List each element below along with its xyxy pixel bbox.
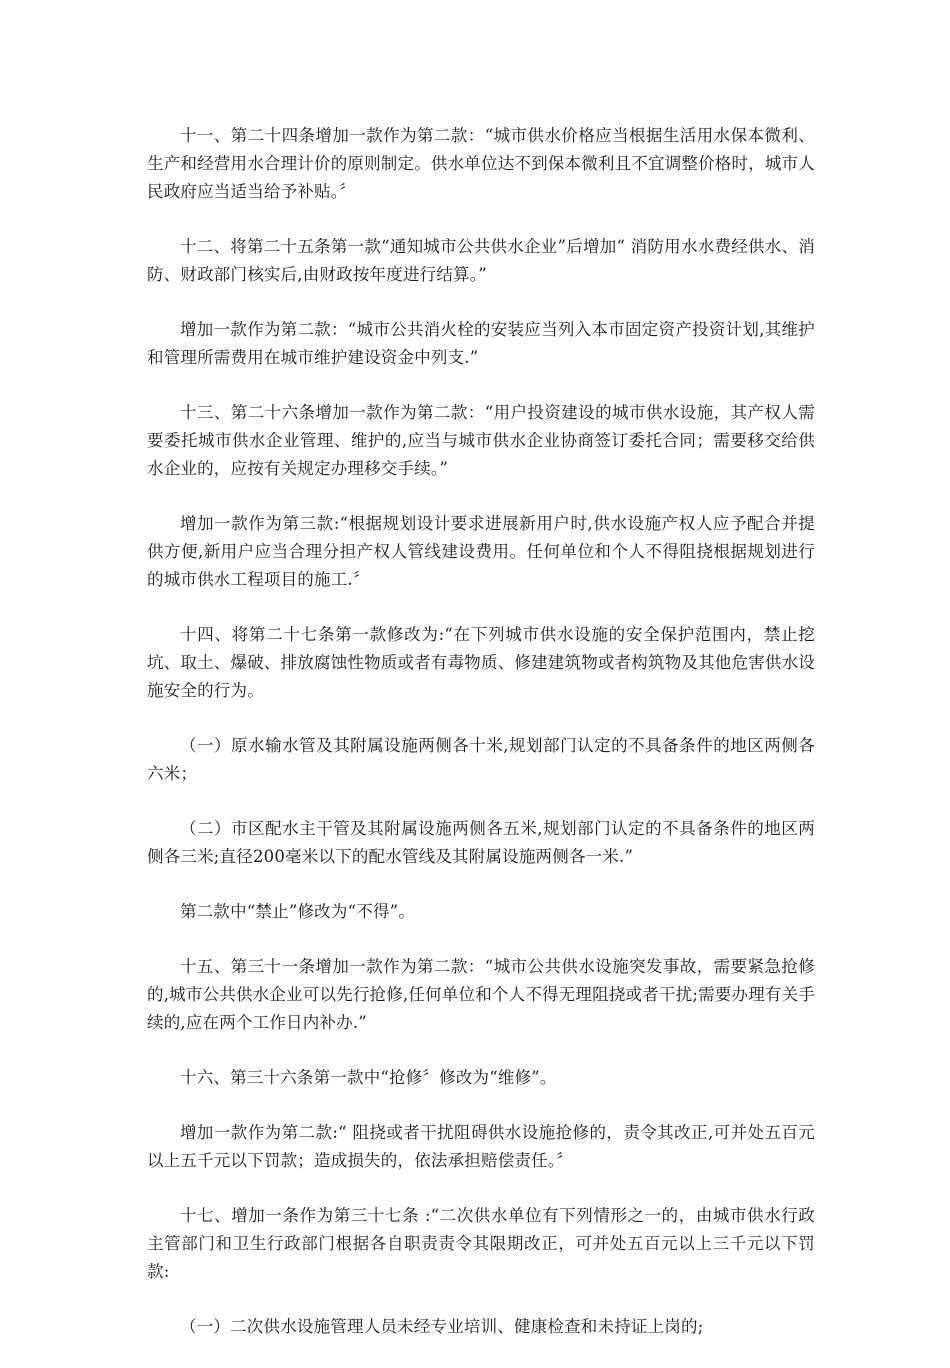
paragraph-12: 十二、将第二十五条第一款“通知城市公共供水企业”后增加“ 消防用水水费经供水、消防、财政部门核实后,由财政按年度进行结算。” [147,237,815,284]
paragraph-14-second-clause: 第二款中“禁止”修改为“不得”。 [180,902,415,921]
paragraph-13-added-clause: 增加一款作为第三款:“根据规划设计要求进展新用户时,供水设施产权人应予配合并提供方便,新用户应当合理分担产权人管线建设费用。任何单位和个人不得阻挠根据规划进行的城市供水工程项目的施工.〞 [147,514,815,589]
paragraph-12-added-clause: 增加一款作为第二款：“城市公共消火栓的安装应当列入本市固定资产投资计划,其维护和管理所需费用在城市维护建设资金中列支.” [147,320,815,367]
paragraph-17: 十七、增加一条作为第三十七条 :“二次供水单位有下列情形之一的，由城市供水行政主管部门和卫生行政部门根据各自职责责令其限期改正，可并处五百元以上三千元以下罚款: [147,1206,815,1281]
paragraph-15: 十五、第三十一条增加一款作为第二款：“城市公共供水设施突发事故，需要紧急抢修的,城市公共供水企业可以先行抢修,任何单位和个人不得无理阻挠或者干扰;需要办理有关手续的,应在两个工作日内补办.” [147,957,815,1032]
paragraph-14: 十四、将第二十七条第一款修改为:“在下列城市供水设施的安全保护范围内，禁止挖坑、取土、爆破、排放腐蚀性物质或者有毒物质、修建建筑物或者构筑物及其他危害供水设施安全的行为。 [147,625,815,700]
document-body [147,122,815,1368]
paragraph-11: 十一、第二十四条增加一款作为第二款：“城市供水价格应当根据生活用水保本微利、生产和经营用水合理计价的原则制定。供水单位达不到保本微利且不宜调整价格时，城市人民政府应当适当给予补贴。〞 [147,126,815,201]
paragraph-14-item-1: （一）原水输水管及其附属设施两侧各十米,规划部门认定的不具备条件的地区两侧各六米； [147,736,815,783]
paragraph-13: 十三、第二十六条增加一款作为第二款：“用户投资建设的城市供水设施，其产权人需要委托城市供水企业管理、维护的,应当与城市供水企业协商签订委托合同；需要移交给供水企业的，应按有关规定办理移交手续。” [147,403,815,478]
paragraph-16: 十六、第三十六条第一款中“抢修〞修改为“维修”。 [180,1068,557,1087]
paragraph-14-item-2: （二）市区配水主干管及其附属设施两侧各五米,规划部门认定的不具备条件的地区两侧各三米;直径200毫米以下的配水管线及其附属设施两侧各一米.” [147,819,815,866]
paragraph-16-added-clause: 增加一款作为第二款:“ 阻挠或者干扰阻碍供水设施抢修的，责令其改正,可并处五百元以上五千元以下罚款；造成损失的，依法承担赔偿责任。〞 [147,1123,815,1170]
paragraph-17-item-1: （一）二次供水设施管理人员未经专业培训、健康检查和未持证上岗的; [180,1317,704,1336]
